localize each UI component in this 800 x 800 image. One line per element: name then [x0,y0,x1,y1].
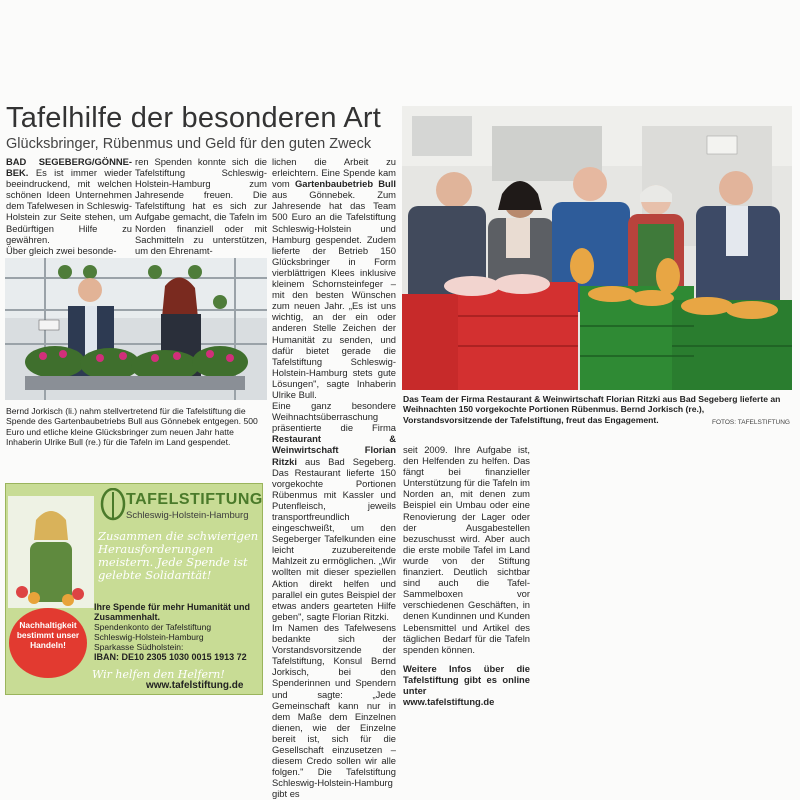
photo-gardening [5,258,267,400]
article-column-2 [135,156,267,256]
col3-bold-c: Restaurant & Weinwirtschaft Florian Ritzki [272,433,396,467]
col3-bold-a: Gartenbaubetrieb Bull [294,178,396,190]
ad-bank: Sparkasse Südholstein: [94,642,184,652]
col4-text: seit 2009. Ihre Aufgabe ist, den Helfenden zu helfen. Das fängt bei finanzieller Unterstützung für die Tafeln im Norden an, mit denen zum Beispiel ein Umbau oder eine Renovierung der Lager oder der Ausgabestellen bezuschusst wird. Aber auch die erste mobile Tafel im Land wurde von der Stiftung finanziert. Deutlich sichtbar sind auch die Tafel-Sammelboxen vor verschiedenen Geschäften, in denen Kundinnen und Kunden Lebensmittel und Artikel des täglichen Bedarf für die Tafeln spenden können. [403,444,530,655]
photo-right-caption: Das Team der Firma Restaurant & Weinwirtschaft Florian Ritzki aus Bad Segeberg lieferte an Weihnachten 150 vorgekochte Portionen Rübenmus. Bernd Jorkisch (re.), Vorstandsvorsitzende der Tafelstiftung, freut das Engagement. [403,394,781,425]
ad-account-line1: Spendenkonto der Tafelstiftung [94,622,212,632]
ad-footer-script: Wir helfen den Helfern! [92,668,225,681]
ad-title: TAFELSTIFTUNG [126,491,263,508]
badge-text: Nachhaltigkeit bestimmt unser Handeln! [16,620,80,650]
ad-iban: IBAN: DE10 2305 1030 0015 1913 72 [94,652,247,662]
article-column-3 [272,156,396,799]
sustainability-badge [9,608,87,678]
col3-text-c: Eine ganz besondere Weihnachtsüberraschung präsentierte die Firma [272,400,396,434]
ad-photo [8,496,94,608]
ad-subtitle: Schleswig-Holstein-Hamburg [126,510,249,521]
col3-text-a: lichen die Arbeit zu erleichtern. Eine Spende kam vom [272,156,396,190]
col2-text: ren Spenden konnte sich die Tafelstiftung Schleswig-Holstein-Hamburg zum Jahresende freuen. Die Tafelstiftung hat es sich zur Aufgabe gemacht, die Tafeln im Norden finanziell oder mit Sachmitteln zu unterstützen, um den Ehrenamt- [135,156,267,256]
intro-text: Es ist immer wieder beeindruckend, mit welchen schönen Ideen Unternehmen dem Tafelwesen in Schleswig-Holstein zur Seite stehen, um Bedürftigen Hilfe zu gewähren. [6,167,132,245]
col3-text-d: aus Bad Segeberg. Das Restaurant lieferte 150 vorgekochte Portionen Rübenmus mit Kassler und Putenfleisch, jeweils transportfreundlich eingeschweißt, um den Segeberger Tafelkunden eine leicht zuzubereitende Mahlzeit zu ermöglichen. „Wir wollten mit dieser speziellen Aktion direkt helfen und parallel ein gutes Beispiel der etwas anders gearteten Hilfe geben", sagte Florian Ritzki. [272,455,396,622]
info-url: www.tafelstiftung.de [403,696,495,708]
article-column-4 [403,444,530,707]
subheadline: Glücksbringer, Rübenmus und Geld für den guten Zweck [6,136,372,152]
photo-restaurant-team [402,106,792,390]
col3-text-e: Im Namen des Tafelwesens bedankte sich der Vorstandsvorsitzende der Tafelstiftung, Konsul Bernd Jorkisch, bei den Spenderinnen und Spendern und sagte: „Jede Gemeinschaft kann nur in dem Maße dem Einzelnen dienen, wie der Einzelne bereit ist, sich für die Gesellschaft einzusetzen – diesem Credo sollen wir alle folgen." Die Tafelstiftung Schleswig-Holstein-Hamburg gibt es [272,621,396,800]
intro-text-2: Über gleich zwei besonde- [6,244,117,256]
article-column-1 [6,156,132,256]
col3-text-b: aus Gönnebek. Zum Jahresende hat das Team 500 Euro an die Tafelstiftung Schleswig-Holstein und Hamburg gespendet. Zudem lieferte der Betrieb 150 Glücksbringer in Form vierblättrigen Klees inklusive kleinem Schornsteinfeger – mit den besten Wünschen zum neuen Jahr. „Es ist uns wichtig, an der ein oder anderen Stelle Zeichen der Humanität zu senden, und dafür bietet gerade die Tafelstiftung Schleswig-Holstein-Hamburg stets gute Lösungen", sagte Inhaberin Ulrike Bull. [272,189,396,400]
ad-account-line2: Schleswig-Holstein-Hamburg [94,632,204,642]
ad-slogan: Zusammen die schwierigen Herausforderungen meistern. Jede Spende ist gelebte Solidarität! [98,529,259,582]
photo-credit: FOTOS: TAFELSTIFTUNG [711,419,790,426]
ad-donation-head: Ihre Spende für mehr Humanität und Zusammenhalt. [94,602,251,622]
ad-url[interactable]: www.tafelstiftung.de [146,680,244,691]
info-bold: Weitere Infos über die Tafelstiftung gibt es online unter [403,662,530,696]
photo-left-caption: Bernd Jorkisch (li.) nahm stellvertretend für die Tafelstiftung die Spende des Gartenbaubetriebs Bull aus Gönnebek entgegen. 500 Euro und etliche kleine Glücksbringer zum neuen Jahr hatte Inhaberin Ulrike Bull (re.) für die Tafeln im Land gespendet. [6,406,258,447]
dateline: BAD SEGEBERG/GÖNNE-BEK. [6,156,132,179]
ad-donation-info [94,602,262,662]
headline: Tafelhilfe der besonderen Art [6,102,381,134]
